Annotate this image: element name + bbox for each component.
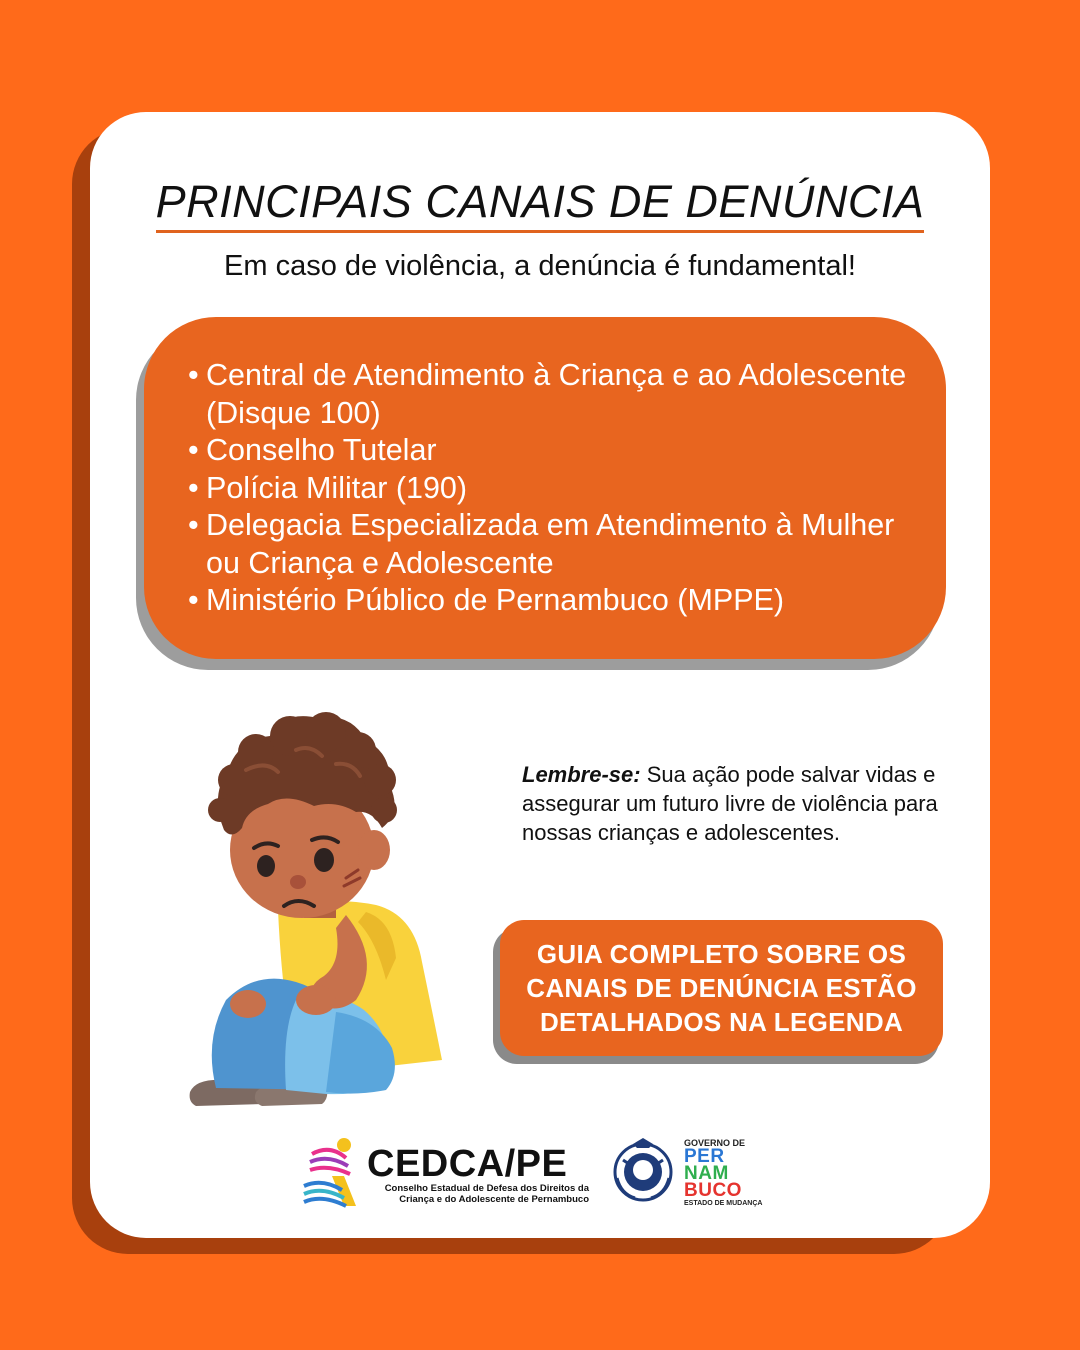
remember-note: Lembre-se: Sua ação pode salvar vidas e assegurar um futuro livre de violência para nossas crianças e adolescentes.	[522, 762, 938, 845]
gov-top: GOVERNO DE	[684, 1138, 746, 1148]
list-item: • Polícia Militar (190)	[188, 470, 468, 505]
guide-banner: GUIA COMPLETO SOBRE OS CANAIS DE DENÚNCIA ESTÃO DETALHADOS NA LEGENDA	[500, 920, 943, 1056]
sad-child-illustration	[186, 700, 456, 1120]
gov-row-1: PER	[684, 1146, 725, 1167]
channels-list	[188, 357, 918, 620]
gov-row-2: NAM	[684, 1163, 729, 1184]
cedca-subtitle: Conselho Estadual de Defesa dos Direitos da Criança e do Adolescente de Pernambuco	[384, 1183, 589, 1205]
list-item: • Delegacia Especializada em Atendimento à Mulher ou Criança e Adolescente	[188, 508, 895, 580]
page-title: PRINCIPAIS CANAIS DE DENÚNCIA	[0, 176, 1080, 233]
gov-row-3: BUCO	[684, 1180, 742, 1201]
pernambuco-seal-icon	[611, 1138, 675, 1204]
cedca-logo-icon	[302, 1136, 362, 1208]
list-item: • Ministério Público de Pernambuco (MPPE)	[188, 583, 785, 617]
gov-sub: ESTADO DE MUDANÇA	[684, 1200, 763, 1207]
government-logo	[684, 1138, 784, 1209]
subtitle: Em caso de violência, a denúncia é fundamental!	[224, 250, 856, 282]
cedca-name: CEDCA/PE	[367, 1143, 568, 1185]
list-item: • Conselho Tutelar	[188, 433, 437, 467]
list-item: • Central de Atendimento à Criança e ao Adolescente (Disque 100)	[188, 358, 907, 430]
